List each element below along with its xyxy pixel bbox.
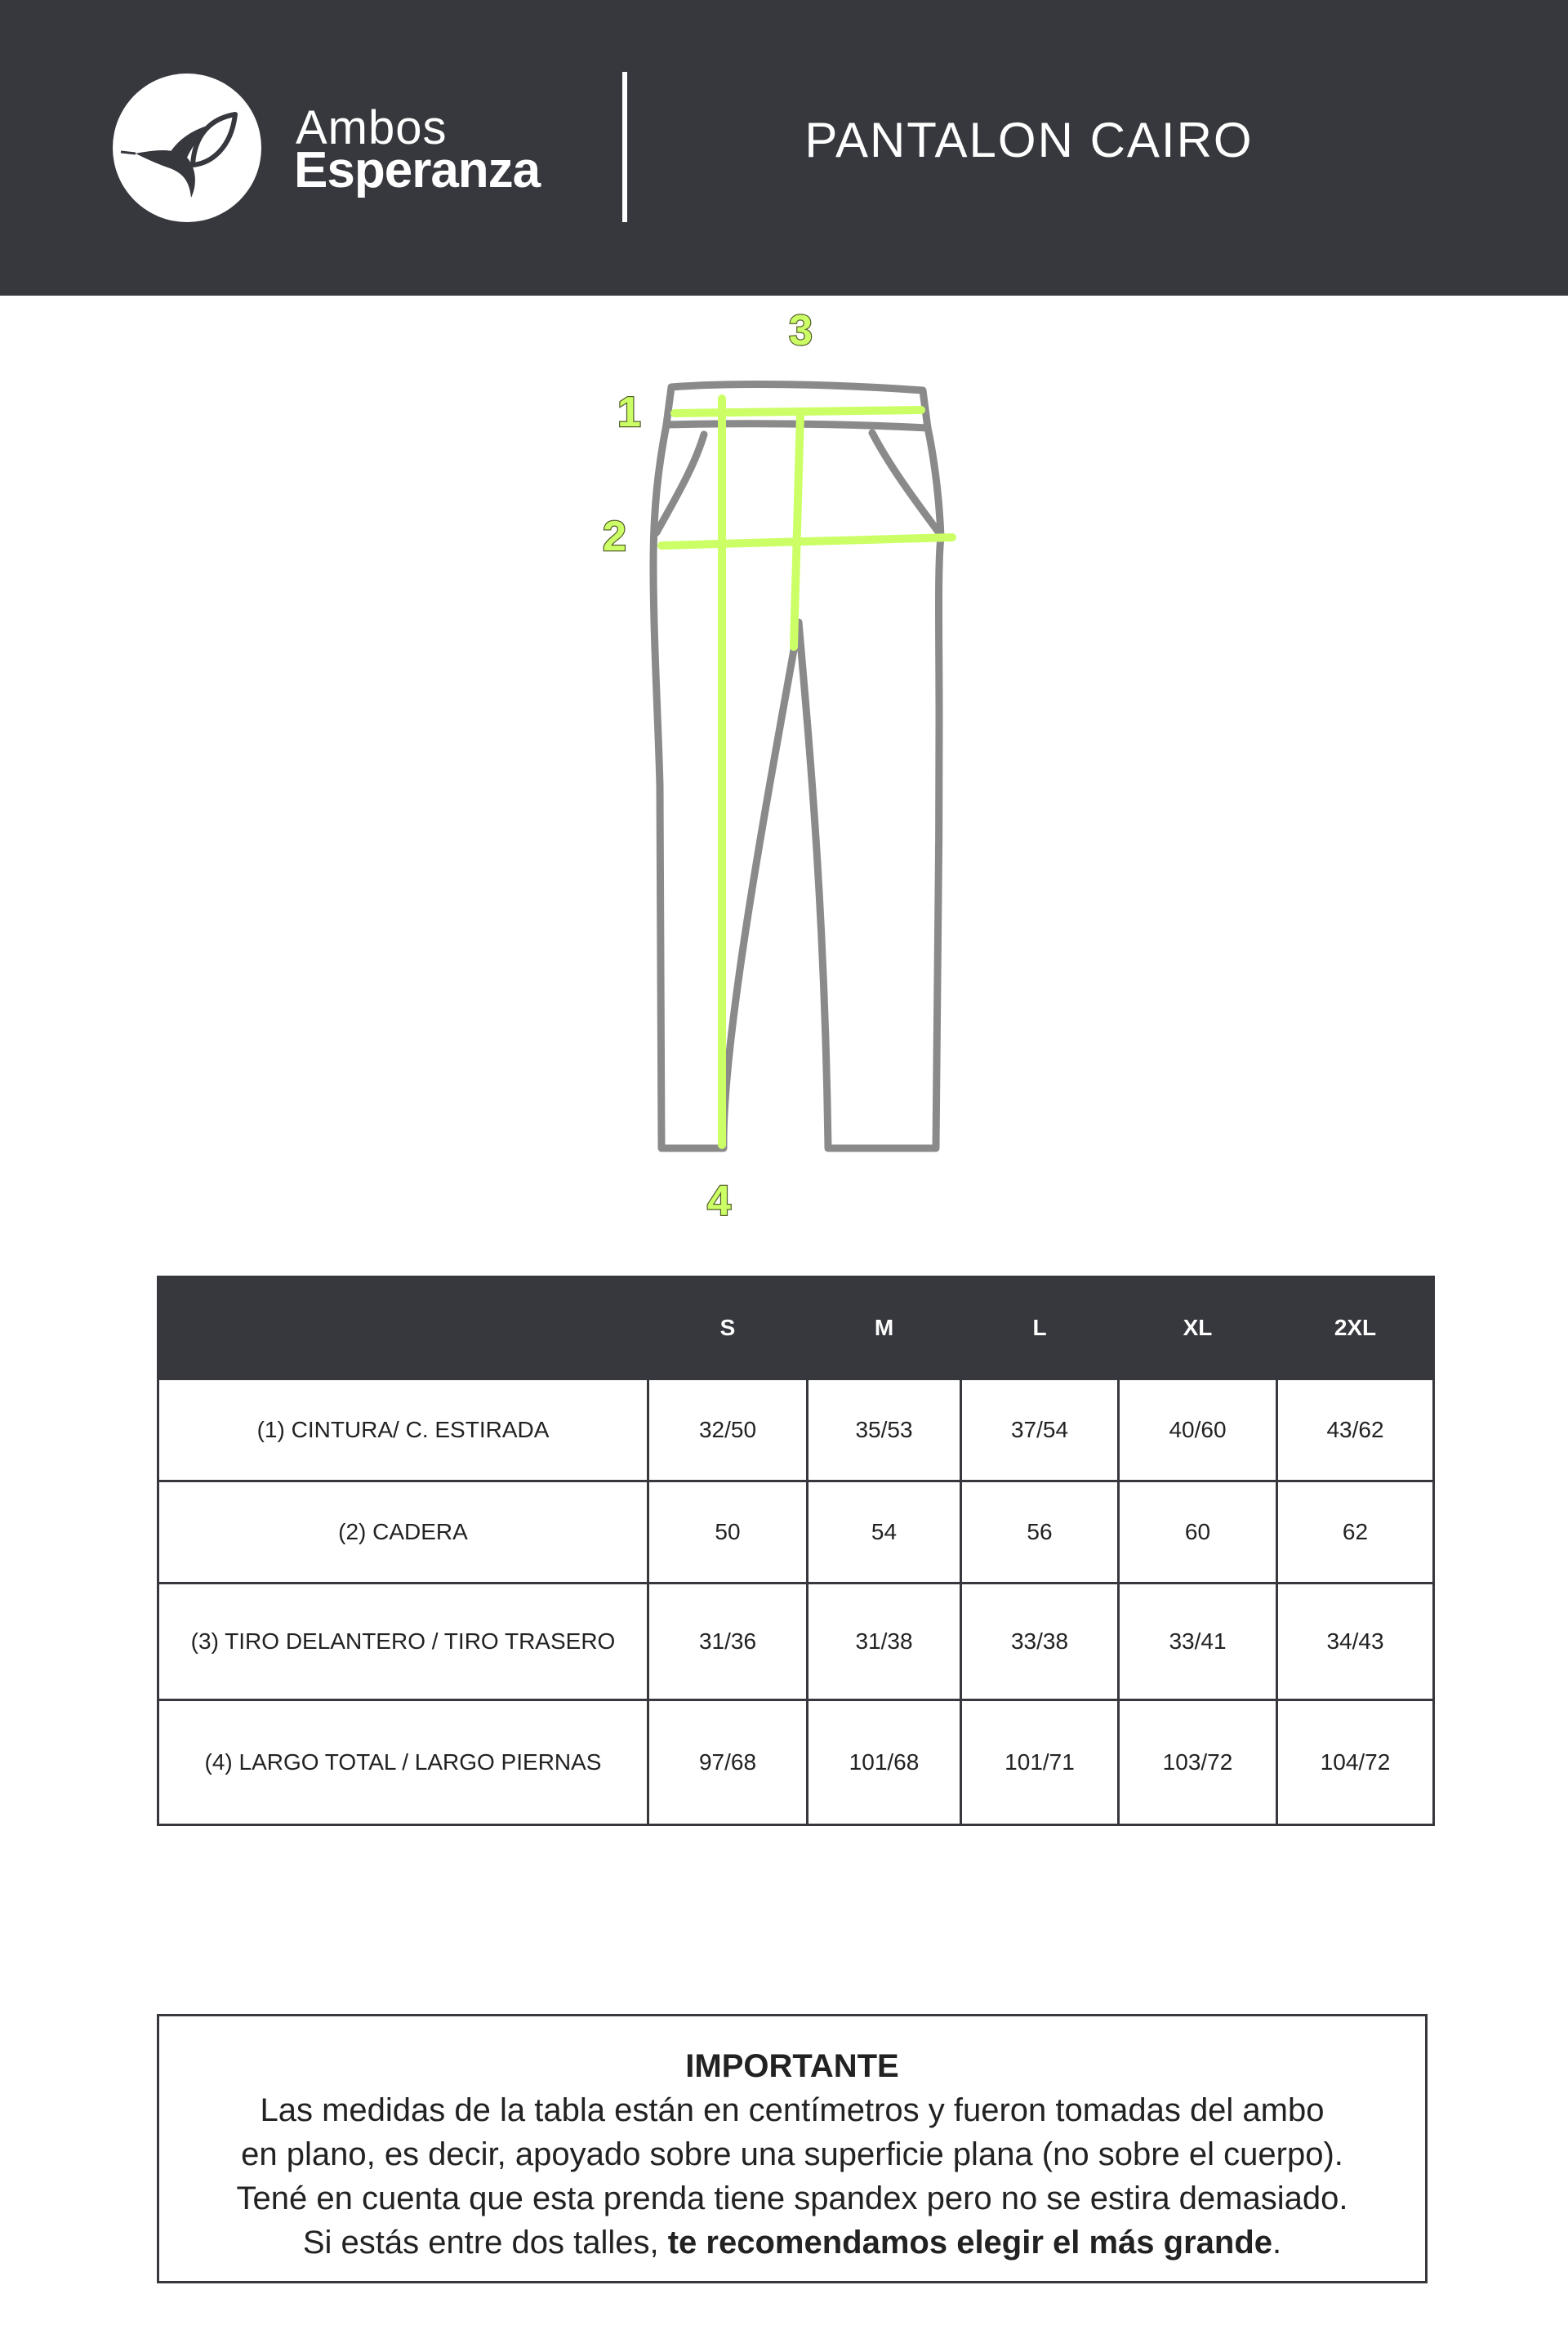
brand-name-bottom: Esperanza	[294, 142, 541, 198]
table-header-cell	[158, 1277, 648, 1379]
row-label: (3) TIRO DELANTERO / TIRO TRASERO	[158, 1584, 648, 1700]
notice-text-end: .	[1272, 2225, 1282, 2261]
table-cell: 35/53	[808, 1379, 961, 1481]
measure-label-4: 4	[707, 1178, 731, 1225]
table-header-cell: M	[808, 1277, 961, 1379]
table-header-cell: S	[648, 1277, 808, 1379]
table-cell: 50	[648, 1481, 808, 1584]
table-cell: 33/41	[1119, 1584, 1277, 1700]
notice-text: Si estás entre dos talles,	[302, 2225, 668, 2261]
table-cell: 32/50	[648, 1379, 808, 1481]
table-cell: 104/72	[1277, 1700, 1434, 1825]
notice-recommendation: te recomendamos elegir el más grande	[667, 2225, 1273, 2261]
measure-label-2: 2	[603, 513, 626, 560]
table-cell: 43/62	[1277, 1379, 1434, 1481]
table-row	[158, 1700, 1434, 1825]
notice-line: Tené en cuenta que esta prenda tiene spandex pero no se estira demasiado.	[236, 2180, 1348, 2216]
row-label: (1) CINTURA/ C. ESTIRADA	[158, 1379, 648, 1481]
table-cell: 101/68	[808, 1700, 961, 1825]
measurement-lines	[662, 399, 952, 1145]
important-notice	[157, 2014, 1428, 2283]
row-label: (4) LARGO TOTAL / LARGO PIERNAS	[158, 1700, 648, 1825]
table-cell: 31/38	[808, 1584, 961, 1700]
table-cell: 31/36	[648, 1584, 808, 1700]
table-row	[158, 1379, 1434, 1481]
table-cell: 62	[1277, 1481, 1434, 1584]
table-cell: 33/38	[961, 1584, 1119, 1700]
table-cell: 37/54	[961, 1379, 1119, 1481]
hummingbird-logo-icon	[113, 74, 261, 222]
table-cell: 40/60	[1119, 1379, 1277, 1481]
table-cell: 97/68	[648, 1700, 808, 1825]
table-row	[158, 1481, 1434, 1584]
size-table-container	[157, 1276, 1432, 1826]
table-cell: 101/71	[961, 1700, 1119, 1825]
brand-name-top: Ambos	[296, 101, 448, 154]
table-cell: 103/72	[1119, 1700, 1277, 1825]
notice-title: IMPORTANTE	[685, 2048, 899, 2084]
pants-diagram	[0, 296, 1568, 1259]
measure-label-1: 1	[617, 389, 641, 436]
table-cell: 56	[961, 1481, 1119, 1584]
row-label: (2) CADERA	[158, 1481, 648, 1584]
hip-measure-line	[662, 537, 952, 546]
measure-label-3: 3	[789, 307, 813, 354]
size-table	[157, 1276, 1435, 1826]
header-banner	[0, 0, 1568, 296]
table-header-cell: XL	[1119, 1277, 1277, 1379]
table-cell: 60	[1119, 1481, 1277, 1584]
table-header-cell: 2XL	[1277, 1277, 1434, 1379]
logo	[113, 74, 261, 222]
table-cell: 34/43	[1277, 1584, 1434, 1700]
notice-line: en plano, es decir, apoyado sobre una superficie plana (no sobre el cuerpo).	[241, 2136, 1343, 2172]
rise-measure-line	[794, 413, 800, 647]
page-title: PANTALON CAIRO	[804, 113, 1254, 167]
pants-measurement-svg	[0, 296, 1568, 1259]
table-cell: 54	[808, 1481, 961, 1584]
header-divider	[622, 72, 627, 222]
notice-line-last	[159, 2221, 1425, 2265]
table-header-row	[158, 1277, 1434, 1379]
notice-line: Las medidas de la tabla están en centímetros y fueron tomadas del ambo	[260, 2092, 1325, 2128]
table-header-cell: L	[961, 1277, 1119, 1379]
table-row	[158, 1584, 1434, 1700]
